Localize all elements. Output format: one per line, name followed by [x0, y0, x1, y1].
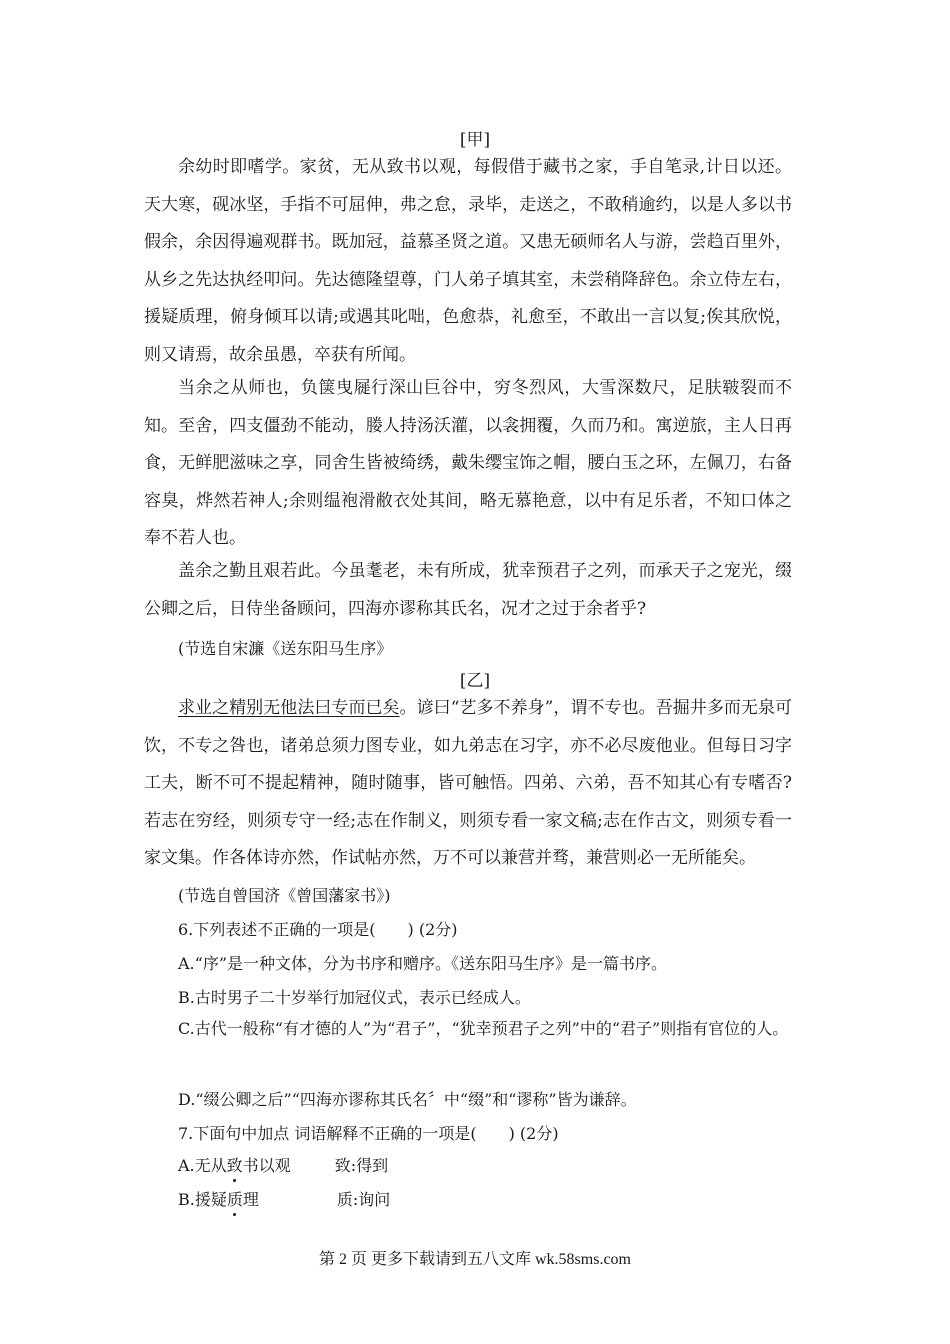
dotted-char-b: 质: [226, 1190, 243, 1209]
yi-paragraph-text: 。谚曰“艺多不养身”，谓不专也。吾掘井多而无泉可饮，不专之咎也，诸弟总须力图专业，如九弟志在习字，亦不必尽废他业。但每日习字工夫，断不可不提起精神，随时随事，皆可触悟。四弟、六弟，吾不知其心有专嗜否?若志在穷经，则须专守一经;志在作制义，则须专看一家文稿;志在作古文，则须专看一家文集。作各体诗亦然，作试帖亦然，万不可以兼营并骛，兼营则必一无所能矣。: [144, 698, 793, 868]
page-footer: 第 2 页 更多下载请到五八文库 wk.58sms.com: [318, 1251, 631, 1268]
yi-paragraph: [144, 690, 792, 878]
section-heading-jia: [甲]: [459, 130, 491, 150]
dotted-char-a: 致: [226, 1156, 243, 1175]
q6-option-d: D.“缀公卿之后”“四海亦谬称其氏名〞中“缀”和“谬称”皆为谦辞。: [178, 1090, 637, 1109]
jia-paragraph-2: 当余之从师也，负箧曳屣行深山巨谷中，穷冬烈风，大雪深数尺，足肤皲裂而不知。至舍，四支僵劲不能动，媵人持汤沃灌，以衾拥覆，久而乃和。寓逆旅，主人日再食，无鲜肥滋味之享，同舍生皆被绮绣，戴朱缨宝饰之帽，腰白玉之环，左佩刀，右备容臭，烨然若神人;余则缊袍滑敝衣处其间，略无慕艳意，以中有足乐者，不知口体之奉不若人也。: [144, 378, 792, 548]
jia-paragraph-3: 盖余之勤且艰若此。今虽耄老，未有所成，犹幸预君子之列，而承天子之宠光，缀公卿之后，日侍坐备顾问，四海亦谬称其氏名，况才之过于余者乎?: [144, 561, 792, 619]
jia-source: (节选自宋濂《送东阳马生序》: [178, 639, 393, 658]
jia-paragraph-1: 余幼时即嗜学。家贫，无从致书以观，每假借于藏书之家，手自笔录,计日以还。天大寒，砚冰坚，手指不可屈伸，弗之怠，录毕，走送之，不敢稍逾约，以是人多以书假余，余因得遍观群书。既加冠，益慕圣贤之道。又患无硕师名人与游，尝趋百里外，从乡之先达执经叩问。先达德隆望尊，门人弟子填其室，未尝稍降辞色。余立侍左右，援疑质理，俯身倾耳以请;或遇其叱咄，色愈恭，礼愈至，不敢出一言以复;俟其欣悦，则又请焉，故余虽愚，卒获有所闻。: [144, 157, 792, 365]
q7-stem: 7.下面句中加点 词语解释不正确的一项是( ) (2分): [178, 1124, 559, 1143]
q6-stem: 6.下列表述不正确的一项是( ) (2分): [178, 920, 458, 939]
q7-gloss-a: 致:得到: [334, 1156, 389, 1175]
yi-source: (节选自曾国济《曾国藩家书》): [178, 886, 391, 905]
q7-gloss-b: 质:询问: [336, 1190, 391, 1209]
yi-underlined-sentence: 求业之精别无他法曰专而已矣: [178, 698, 400, 718]
section-heading-yi: [乙]: [459, 671, 491, 691]
q6-option-c: C.古代一般称“有才德的人”为“君子”，“犹幸预君子之列”中的“君子”则指有官位的人。: [178, 1019, 789, 1038]
q6-option-a: A.“序”是一种文体，分为书序和赠序。《送东阳马生序》是一篇书序。: [178, 954, 668, 973]
q6-option-b: B.古时男子二十岁举行加冠仪式，表示已经成人。: [178, 988, 531, 1007]
q7-option-b: B.援疑质理 质:询问: [178, 1190, 391, 1209]
q7-option-a: A.无从致书以观 致:得到: [178, 1156, 389, 1175]
